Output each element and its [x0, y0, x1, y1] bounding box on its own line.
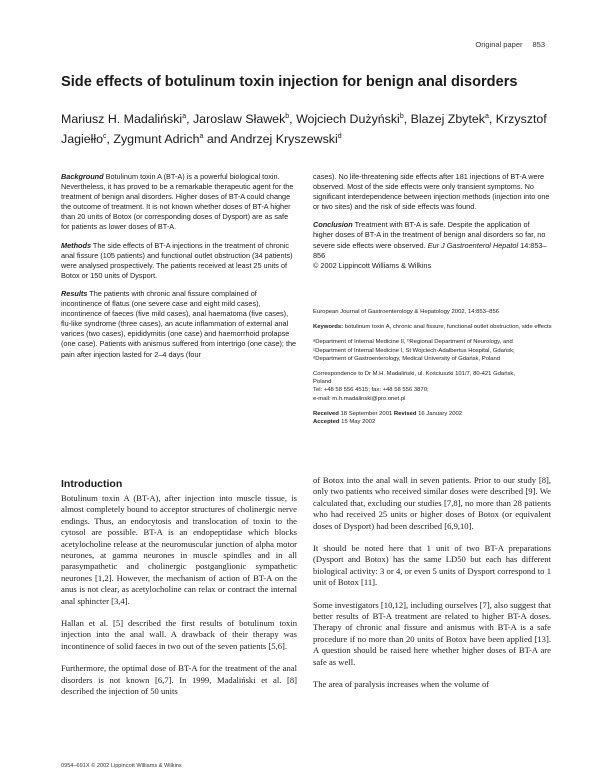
- author-affiliation-mark: b: [399, 113, 404, 120]
- author-affiliation-mark: a: [484, 113, 489, 120]
- author-name: Andrzej Kryszewski: [230, 132, 338, 147]
- author-name: Jaroslaw Sławek: [192, 112, 286, 127]
- received-date: Received 18 September 2001 Revised 16 January 2002: [313, 410, 463, 417]
- correspondence-line: Tel: +48 58 556 4515; fax: +48 58 556 3870;: [313, 387, 429, 394]
- correspondence-line: Correspondence to Dr M.H. Madaliński, ul. Kościuszki 101/7, 80-421 Gdańsk,: [313, 371, 516, 378]
- author-affiliation-mark: d: [337, 133, 342, 141]
- body-paragraph: It should be noted here that 1 unit of two BT-A preparations (Dysport and Botox) has the same LD50 but each has different biological activity: 3 or 4, or even 5 units of Dysport correspond to 1 unit of Botox [11].: [313, 543, 551, 588]
- author-affiliation-mark: a: [182, 113, 187, 120]
- background-label: Background: [61, 172, 104, 181]
- affiliation-line: ᵈDepartment of Gastroenterology, Medical University of Gdańsk, Poland: [313, 355, 501, 362]
- section-heading-introduction: Introduction: [61, 478, 123, 490]
- author-name: Mariusz H. Madaliński: [61, 112, 183, 127]
- author-list: Mariusz H. Madaliński$^a$, Jaroslaw Sławek$^b$, Wojciech Dużyński$^b$, Blazej Zbytek$^a$, Krzysztof Jagiełło$^c$, Zygmunt Adrich$^a$ and Andrzej Kryszewski$^d$: [61, 112, 547, 147]
- footer-copyright: 0954–691X © 2002 Lippincott Williams & Wilkins: [61, 763, 182, 769]
- results-label: Results: [61, 288, 88, 298]
- journal-ref: Eur J Gastroenterol Hepatol: [427, 240, 519, 250]
- abstract-background: Background Botulinum toxin A (BT-A) is a powerful biological toxin. Nevertheless, it has proved to be a remarkable therapeutic agent for the treatment of benign anal disorders. Higher doses of BT-A could change the outcome of treatment. It is not known whether doses of BT-A higher than 20 units of Botox (or corresponding doses of Dysport) are as safe for patients as lower doses of BT-A.: [61, 172, 294, 232]
- correspondence-line: Poland: [313, 379, 332, 386]
- conclusion-label: Conclusion: [313, 220, 353, 230]
- author-affiliation-mark: b: [285, 113, 290, 120]
- body-paragraph: Botulinum toxin A (BT-A), after injection into muscle tissue, is almost completely bound to acceptor structures of cholinergic nerve endings. Thus, an endocytosis and translocation of toxin to the cytosol are possible. BT-A is an endopeptidase which blocks acetylocholine release at the neuromuscular junction of alpha motor neurones, at gamma neurones in muscle spindles and in all parasympathetic and cholinergic postganglionic sympathetic neurones [1,2]. However, the mechanism of action of BT-A on the anus is not clear, as acetylocholine can relax or contract the internal anal sphincter [3,4].: [61, 493, 297, 606]
- abstract-left-column: [61, 172, 297, 360]
- article-metadata: [313, 308, 553, 426]
- accepted-date: Accepted 15 May 2002: [313, 419, 376, 426]
- affiliation-line: ᶜDepartment of Internal Medicine I, St Wojciech-Adalbertus Hospital, Gdańsk;: [313, 347, 515, 354]
- copyright-line: © 2002 Lippincott Williams & Wilkins: [313, 260, 432, 270]
- abstract-methods: Methods The side effects of BT-A injections in the treatment of chronic anal fissure (105 patients) and functional outlet obstruction (34 patients) were analysed prospectively. The patients received at least 25 units of Botox or 150 units of Dysport.: [61, 240, 293, 280]
- article-title: Side effects of botulinum toxin injection for benign anal disorders: [61, 74, 518, 90]
- body-paragraph: The area of paralysis increases when the volume of: [313, 679, 490, 690]
- abstract-results: Results The patients with chronic anal fissure complained of incontinence of flatus (one severe case and eight mild cases), incontinence of faeces (five mild cases), anal haematoma (five cases), flu-like syndrome (three cases), an acute inflammation of external anal varices (two cases), epididymitis (one case) and haemorrhoid prolapse (one case). Patients with anismus suffered from intertrigo (one case); the pain after injection lasted for 2–4 days (four: [61, 288, 297, 359]
- abstract-right-column: [313, 172, 551, 271]
- author-name: Krzysztof Jagiełło: [61, 112, 547, 147]
- author-affiliation-mark: a: [199, 133, 204, 141]
- abstract-results-continued: cases). No life-threatening side effects after 181 injections of BT-A were observed. Most of the side effects were only transient symptoms. No significant interdependence between injection methods (injection into one or two sites) and the risk of side effects was found.: [313, 172, 550, 212]
- running-head: [465, 40, 545, 49]
- page-number: 853: [532, 40, 545, 49]
- author-affiliation-mark: c: [103, 133, 107, 141]
- keywords-label: Keywords:: [313, 324, 344, 331]
- author-name: Zygmunt Adrich: [113, 132, 200, 147]
- correspondence-email: e-mail: m.h.madalinski@pro.onet.pl: [313, 395, 406, 402]
- methods-label: Methods: [61, 240, 91, 250]
- body-left-column: [61, 493, 297, 698]
- body-paragraph: of Botox into the anal wall in seven patients. Prior to our study [8], only two patients who received similar doses were described [9]. We calculated that, excluding our studies [7,8], no more than 28 patients who had received 25 units or higher doses of Botox (or equivalent doses of Dysport) had been described [6,9,10].: [313, 475, 551, 531]
- body-paragraph: Furthermore, the optimal dose of BT-A for the treatment of the anal disorders is not known [6,7]. In 1999, Madaliński et al. [8] described the injection of 50 units: [61, 663, 297, 697]
- keywords: Keywords: botulinum toxin A, chronic anal fissure, functional outlet obstruction, side effects: [313, 324, 552, 331]
- author-name: Wojciech Dużyński: [296, 112, 400, 127]
- body-paragraph: Some investigators [10,12], including ourselves [7], also suggest that better results of BT-A treatment are related to higher BT-A doses. Therapy of chronic anal fissure and anismus with BT-A is a safe procedure if no more than 20 units of Botox have been applied [13]. A question should be raised here whether higher doses of BT-A are safe as well.: [313, 599, 551, 667]
- author-name: Blazej Zbytek: [410, 112, 485, 127]
- running-head-label: Original paper: [475, 40, 523, 49]
- journal-pages: 14:853–856: [313, 240, 547, 260]
- citation-line: European Journal of Gastroenterology & Hepatology 2002, 14:853–856: [313, 309, 500, 315]
- body-right-column: [313, 475, 551, 691]
- abstract-conclusion: Conclusion Treatment with BT-A is safe. Despite the application of higher doses of BT-A in the treatment of benign anal disorders so far, no severe side effects were observed. Eur J Gastroenterol Hepatol 14:853–856 © 2002 Lippincott Williams & Wilkins: [313, 220, 547, 270]
- affiliation-line: ᵃDepartment of Internal Medicine II, ᵇRegional Department of Neurology, and: [313, 339, 513, 346]
- body-paragraph: Hallan et al. [5] described the first results of botulinum toxin injection into the anal wall. A drawback of their therapy was incontinence of solid faeces in two out of the seven patients [5,6].: [61, 618, 297, 651]
